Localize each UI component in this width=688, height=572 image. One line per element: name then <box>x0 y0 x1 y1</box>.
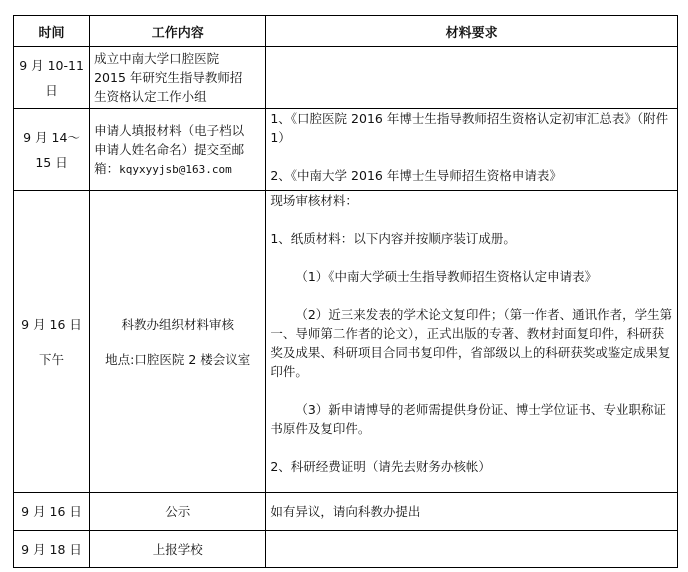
work-cell <box>90 493 266 531</box>
requirement-item: （2）近三来发表的学术论文复印件；（第一作者、通讯作者，学生第一、导师第二作者的论文），正式出版的专著、教材封面复印件，科研获奖及成果、科研项目合同书复印件，省部级以上的科研获奖或鉴定成果复印件。 <box>270 307 673 379</box>
schedule-table <box>13 15 678 568</box>
table-row <box>14 493 678 531</box>
table-row <box>14 191 678 493</box>
requirement-item: 如有异议，请向科教办提出 <box>270 504 421 519</box>
work-line: 生资格认定工作小组 <box>94 89 207 104</box>
requirement-item: 现场审核材料： <box>270 193 358 208</box>
work-cell <box>90 109 266 191</box>
work-line: 上报学校 <box>152 541 203 557</box>
requirements-cell <box>266 191 678 493</box>
work-cell <box>90 531 266 568</box>
header-material-requirements: 材料要求 <box>266 16 678 47</box>
email-address: kqyxyyjsb@163.com <box>119 162 232 176</box>
requirement-item: 2、《中南大学 2016 年博士生导师招生资格申请表》 <box>270 168 562 183</box>
work-line: 公示 <box>165 504 191 519</box>
time-line: 9 月 16 日 <box>21 316 82 332</box>
requirement-item: （1）《中南大学硕士生指导教师招生资格认定申请表》 <box>295 269 598 284</box>
work-line: 地点:口腔医院 2 楼会议室 <box>105 351 251 367</box>
time-cell <box>14 47 90 109</box>
table-header-row <box>14 16 678 47</box>
table-row <box>14 47 678 109</box>
header-time: 时间 <box>14 16 90 47</box>
time-line: 9 月 16 日 <box>21 504 82 519</box>
requirement-item: 2、科研经费证明（请先去财务办核帐） <box>270 459 491 474</box>
time-line: 日 <box>45 82 58 98</box>
time-line: 15 日 <box>35 154 68 170</box>
work-line: 申请人姓名命名）提交至邮 <box>94 141 245 157</box>
work-line: 申请人填报材料（电子档以 <box>94 122 245 138</box>
email-label: 箱： <box>94 160 120 176</box>
time-cell <box>14 191 90 493</box>
work-line: 成立中南大学口腔医院 <box>94 51 220 66</box>
time-line: 9 月 14～ <box>23 129 80 145</box>
requirements-cell <box>266 531 678 568</box>
requirement-item: （3）新申请博导的老师需提供身份证、博士学位证书、专业职称证书原件及复印件。 <box>270 402 666 436</box>
requirements-cell <box>266 493 678 531</box>
table-row <box>14 531 678 568</box>
requirements-cell <box>266 47 678 109</box>
work-cell <box>90 47 266 109</box>
work-line: 科教办组织材料审核 <box>121 316 234 332</box>
time-cell <box>14 493 90 531</box>
time-line: 9 月 10-11 <box>19 57 84 73</box>
time-cell <box>14 531 90 568</box>
time-line: 下午 <box>39 351 65 367</box>
requirements-cell <box>266 109 678 191</box>
header-work-content: 工作内容 <box>90 16 266 47</box>
work-line <box>94 159 261 179</box>
table-row <box>14 109 678 191</box>
time-line: 9 月 18 日 <box>21 541 82 557</box>
work-line: 2015 年研究生指导教师招 <box>94 70 243 85</box>
time-cell <box>14 109 90 191</box>
work-cell <box>90 191 266 493</box>
requirement-item: 1、《口腔医院 2016 年博士生指导教师招生资格认定初审汇总表》（附件 1） <box>270 111 669 145</box>
requirement-item: 1、纸质材料：以下内容并按顺序装订成册。 <box>270 231 516 246</box>
